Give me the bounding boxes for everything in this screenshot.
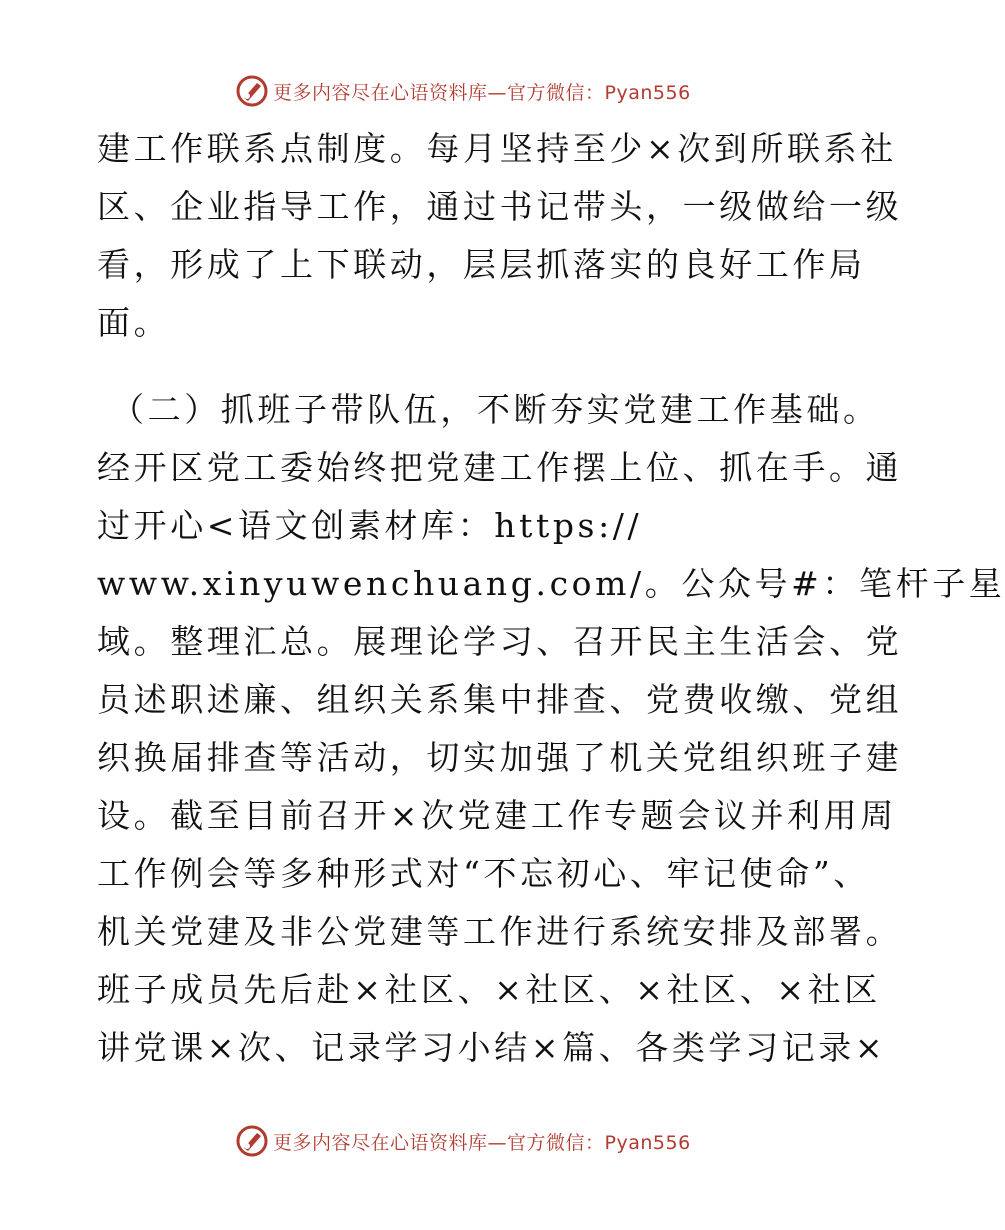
text-line: 工作例会等多种形式对“不忘初心、牢记使命”、 (97, 854, 870, 893)
ink-pen-seal-icon (235, 1124, 269, 1158)
document-body (97, 120, 1005, 1077)
text-line: 过开心<语文创素材库：https:// (97, 506, 643, 545)
ink-pen-seal-icon (235, 74, 269, 108)
text-line: 员述职述廉、组织关系集中排查、党费收缴、党组 (97, 680, 903, 719)
text-line: 讲党课×次、记录学习小结×篇、各类学习记录× (97, 1028, 887, 1067)
text-line: 经开区党工委始终把党建工作摆上位、抓在手。通 (97, 448, 903, 487)
text-line: www.xinyuwenchuang.com/。公众号#：笔杆子星 (97, 564, 1005, 603)
watermark-header (235, 74, 715, 108)
text-line: 织换届排查等活动，切实加强了机关党组织班子建 (97, 738, 903, 777)
text-line: 面。 (97, 303, 171, 342)
text-line: 域。整理汇总。展理论学习、召开民主生活会、党 (97, 622, 903, 661)
watermark-footer (235, 1124, 715, 1158)
text-line: 看，形成了上下联动，层层抓落实的良好工作局 (97, 245, 866, 284)
text-line: 区、企业指导工作，通过书记带头，一级做给一级 (97, 187, 903, 226)
watermark-text: 更多内容尽在心语资料库—官方微信：Pyan556 (273, 81, 691, 104)
text-line: 机关党建及非公党建等工作进行系统安排及部署。 (97, 912, 903, 951)
text-line: 建工作联系点制度。每月坚持至少×次到所联系社 (97, 129, 897, 168)
watermark-text: 更多内容尽在心语资料库—官方微信：Pyan556 (273, 1131, 691, 1154)
text-line: 设。截至目前召开×次党建工作专题会议并利用周 (97, 796, 897, 835)
section-heading: （二）抓班子带队伍，不断夯实党建工作基础。 (111, 390, 880, 429)
text-line: 班子成员先后赴×社区、×社区、×社区、×社区 (97, 970, 881, 1009)
